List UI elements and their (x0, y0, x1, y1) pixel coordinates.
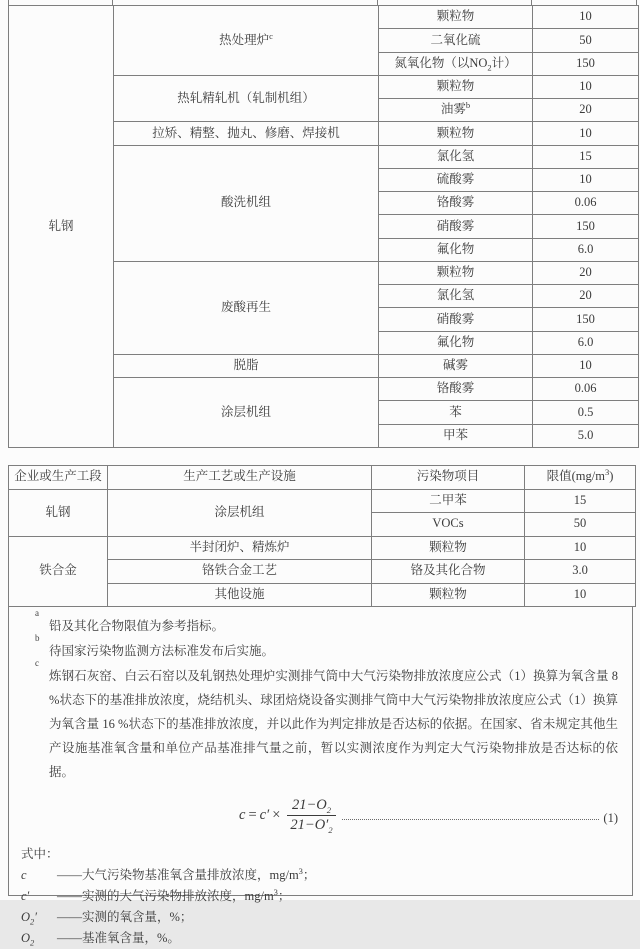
pollutant-cell (379, 6, 533, 29)
footnote-ref: b (465, 100, 471, 111)
unit-superscript: 3 (273, 886, 278, 897)
limit-value: 10 (579, 125, 592, 140)
limit-value: 15 (579, 148, 592, 163)
limit-value: 20 (579, 288, 592, 303)
description-text: ——实测的大气污染物排放浓度，mg/m (57, 889, 274, 903)
pollutant-label: 颗粒物 (436, 79, 475, 94)
pollutant-cell (372, 489, 525, 513)
limit-value: 3.0 (572, 563, 588, 578)
process-cell (108, 583, 372, 607)
limit-cell (533, 285, 639, 308)
chemical-subscript: 2 (487, 62, 492, 73)
limit-cell (533, 424, 639, 448)
pollutant-label: 颗粒物 (429, 586, 467, 601)
formula-cprime: c′ (259, 806, 270, 823)
limit-value: 6.0 (577, 334, 594, 349)
denominator-subscript: 2 (328, 824, 333, 835)
limit-cell (533, 145, 639, 168)
limit-value: 0.06 (574, 381, 597, 396)
header-label: ) (609, 469, 614, 484)
group-cell (9, 536, 108, 607)
limit-value: 0.06 (574, 195, 597, 210)
process-label: 酸洗机组 (220, 195, 271, 210)
limit-cell (533, 261, 639, 284)
process-cell (114, 261, 379, 354)
limit-value: 150 (576, 311, 595, 326)
footnote-ref: c (269, 30, 273, 41)
limit-cell (525, 513, 636, 537)
limit-value: 150 (576, 55, 595, 70)
process-label: 铬铁合金工艺 (201, 563, 277, 578)
limit-value: 0.5 (577, 404, 594, 419)
pollutant-cell (379, 285, 533, 308)
limit-value: 10 (579, 172, 592, 187)
process-cell (114, 354, 379, 377)
pollutant-cell (379, 75, 533, 98)
pollutant-cell (379, 308, 533, 331)
process-label: 热轧精轧机（轧制机组） (177, 90, 315, 105)
footnote-text: 铅及其化合物限值为参考指标。 (49, 619, 225, 633)
pollutant-label: 颗粒物 (436, 9, 475, 24)
group-label: 轧钢 (45, 504, 71, 519)
unit-superscript: 3 (298, 865, 303, 876)
fraction-numerator (287, 797, 335, 816)
dotted-leader (342, 818, 600, 820)
pollutant-label: 铬酸雾 (436, 195, 475, 210)
limit-value: 20 (579, 102, 592, 117)
limit-cell (533, 378, 639, 401)
footnote-a: a 铅及其化合物限值为参考指标。 (35, 608, 225, 633)
table-row (9, 6, 639, 29)
pollutant-cell (379, 261, 533, 284)
pollutant-cell (379, 401, 533, 424)
process-label: 拉矫、精整、抛丸、修磨、焊接机 (152, 125, 340, 140)
limit-cell (533, 192, 639, 215)
pollutant-label: 氮氧化物（以NO (394, 55, 488, 70)
footnotes-box (8, 607, 633, 948)
limit-value: 5.0 (577, 427, 594, 442)
pollutant-cell (379, 215, 533, 238)
pollutant-cell (379, 168, 533, 191)
limit-cell (533, 168, 639, 191)
pollutant-cell (379, 424, 533, 448)
pollutant-label: 颗粒物 (436, 125, 475, 140)
pollutant-label: 硫酸雾 (436, 172, 475, 187)
limit-cell (525, 583, 636, 607)
multiply-sign: × (272, 806, 281, 823)
pollutant-label: 铬及其化合物 (410, 563, 486, 578)
term-description (57, 865, 315, 886)
pollutant-label: 碱雾 (442, 358, 468, 373)
pollutant-label: 计） (491, 55, 517, 70)
pollutant-cell (379, 122, 533, 145)
pollutant-label: 二氧化硫 (430, 32, 481, 47)
limit-value: 10 (579, 79, 592, 94)
pollutant-cell (372, 560, 525, 584)
pollutant-cell (379, 378, 533, 401)
process-label: 热处理炉 (219, 32, 270, 47)
process-label: 涂层机组 (220, 404, 271, 419)
group-cell (9, 6, 114, 448)
description-text: ； (277, 889, 291, 903)
pollutant-cell (379, 331, 533, 354)
limit-value: 10 (579, 358, 592, 373)
term-text: ′ (34, 910, 38, 924)
description-text: ； (302, 868, 316, 882)
limit-cell (533, 99, 639, 122)
limit-cell (533, 238, 639, 261)
equals-sign: = (248, 806, 257, 823)
pollutant-cell (372, 583, 525, 607)
header-label: 污染物项目 (416, 469, 480, 484)
equation-number: (1) (603, 810, 618, 825)
numerator-text: 21−O (292, 796, 327, 813)
term-description: ——实测的氧含量，%； (57, 910, 193, 924)
pollutant-cell (379, 99, 533, 122)
table-header-row (9, 466, 636, 490)
pollutant-cell (379, 238, 533, 261)
conversion-formula (239, 797, 336, 834)
process-label: 其他设施 (214, 586, 265, 601)
group-label: 轧钢 (48, 218, 74, 233)
pollutant-cell (379, 145, 533, 168)
process-cell (108, 489, 372, 536)
term-text: O (21, 910, 31, 924)
header-label: 企业或生产工段 (14, 469, 102, 484)
process-cell (108, 560, 372, 584)
footnote-text: 待国家污染物监测方法标准发布后实施。 (49, 644, 275, 658)
process-label: 废酸再生 (220, 299, 271, 314)
term-description: ——基准氧含量，%。 (57, 931, 180, 945)
limit-cell (525, 560, 636, 584)
pollutant-cell (379, 192, 533, 215)
pollutant-cell (379, 354, 533, 377)
process-cell (114, 378, 379, 448)
footnote-b: b 待国家污染物监测方法标准发布后实施。 (35, 633, 275, 658)
limit-value: 50 (573, 516, 587, 531)
unit-superscript: 3 (604, 467, 610, 478)
limit-cell (533, 122, 639, 145)
pollutant-label: 氟化物 (436, 334, 475, 349)
limit-cell (533, 401, 639, 424)
limit-cell (533, 331, 639, 354)
limit-value: 50 (579, 32, 592, 47)
process-cell (108, 536, 372, 560)
definition-c-prime (21, 886, 620, 907)
limit-value: 6.0 (577, 241, 594, 256)
term-symbol (21, 907, 57, 928)
header-label: 生产工艺或生产设施 (183, 469, 296, 484)
header-cell (9, 466, 108, 490)
fraction (287, 797, 335, 834)
process-label: 涂层机组 (214, 504, 265, 519)
footnote-text: 炼钢石灰窑、白云石窑以及轧钢热处理炉实测排气筒中大气污染物排放浓度应公式（1）换算为氧含量 8 %状态下的基准排放浓度，烧结机头、球团焙烧设备实测排气筒中大气污染物排放浓度应公式（1）换算为氧含量 16 %状态下的基准排放浓度，并以此作为判定排放是否达标的依据。在国家、省未规定其他生产设施基准氧含量和单位产品基准排气量之前，暂以实测浓度作为判定大气污染物排放是否达标的依据。 (49, 669, 618, 779)
pollutant-cell (372, 536, 525, 560)
limit-cell (533, 354, 639, 377)
pollutant-label: 氯化氢 (436, 288, 475, 303)
pollutant-label: 颗粒物 (429, 539, 467, 554)
process-label: 半封闭炉、精炼炉 (189, 539, 290, 554)
definition-o2 (21, 928, 620, 949)
limit-value: 20 (579, 265, 592, 280)
limit-cell (533, 215, 639, 238)
limit-value: 10 (579, 9, 592, 24)
definition-o2-prime (21, 907, 620, 928)
pollutant-label: 颗粒物 (436, 265, 475, 280)
emission-limits-table-2 (8, 465, 636, 607)
process-cell (114, 75, 379, 122)
pollutant-label: 氯化氢 (436, 148, 475, 163)
process-cell (114, 145, 379, 261)
equation-1 (239, 793, 618, 837)
header-label: 限值(mg/m (546, 469, 605, 484)
table-row (9, 489, 636, 513)
denominator-text: 21−O′ (290, 816, 329, 833)
limit-value: 10 (573, 586, 587, 601)
pollutant-cell (379, 29, 533, 52)
numerator-subscript: 2 (326, 804, 332, 815)
where-label: 式中： (21, 847, 59, 861)
limit-cell (525, 489, 636, 513)
header-cell (108, 466, 372, 490)
term-symbol: c (21, 868, 27, 882)
process-cell (114, 122, 379, 145)
definition-c (21, 865, 620, 886)
pollutant-label: 硝酸雾 (436, 311, 475, 326)
limit-cell (533, 52, 639, 75)
limit-cell (525, 536, 636, 560)
limit-value: 15 (573, 492, 587, 507)
term-symbol (21, 928, 57, 949)
group-label: 铁合金 (39, 563, 77, 578)
term-subscript: 2 (30, 916, 35, 927)
limit-cell (533, 308, 639, 331)
pollutant-label: VOCs (432, 516, 464, 531)
header-cell (372, 466, 525, 490)
pollutant-cell (372, 513, 525, 537)
term-subscript: 2 (30, 937, 35, 948)
emission-limits-table-rolling (8, 5, 639, 448)
pollutant-label: 氟化物 (436, 241, 475, 256)
formula-lhs: c (239, 806, 246, 823)
pollutant-label: 甲苯 (442, 427, 468, 442)
footnote-c: c 炼钢石灰窑、白云石窑以及轧钢热处理炉实测排气筒中大气污染物排放浓度应公式（1）换算为氧含量 8 %状态下的基准排放浓度，烧结机头、球团焙烧设备实测排气筒中大气污染物排放浓度应公式（1）换算为氧含量 16 %状态下的基准排放浓度，并以此作为判定排放是否达标的依据。在国家、省未规定其他生产设施基准氧含量和单位产品基准排气量之前，暂以实测浓度作为判定大气污染物排放是否达标的依据。 (35, 658, 618, 779)
pollutant-label: 铬酸雾 (436, 381, 475, 396)
limit-value: 150 (576, 218, 595, 233)
header-cell (525, 466, 636, 490)
limit-cell (533, 6, 639, 29)
term-symbol: c′ (21, 889, 30, 903)
pollutant-label: 硝酸雾 (436, 218, 475, 233)
pollutant-label: 油雾 (440, 102, 466, 117)
description-text: ——大气污染物基准氧含量排放浓度，mg/m (57, 868, 299, 882)
group-cell (9, 489, 108, 536)
pollutant-label: 二甲苯 (429, 492, 467, 507)
term-text: O (21, 931, 31, 945)
term-description (57, 886, 290, 907)
table-row (9, 536, 636, 560)
process-label: 脱脂 (233, 358, 259, 373)
process-cell (114, 6, 379, 76)
limit-cell (533, 29, 639, 52)
pollutant-label: 苯 (449, 404, 462, 419)
pollutant-cell (379, 52, 533, 75)
limit-cell (533, 75, 639, 98)
limit-value: 10 (573, 539, 587, 554)
fraction-denominator (287, 816, 335, 834)
